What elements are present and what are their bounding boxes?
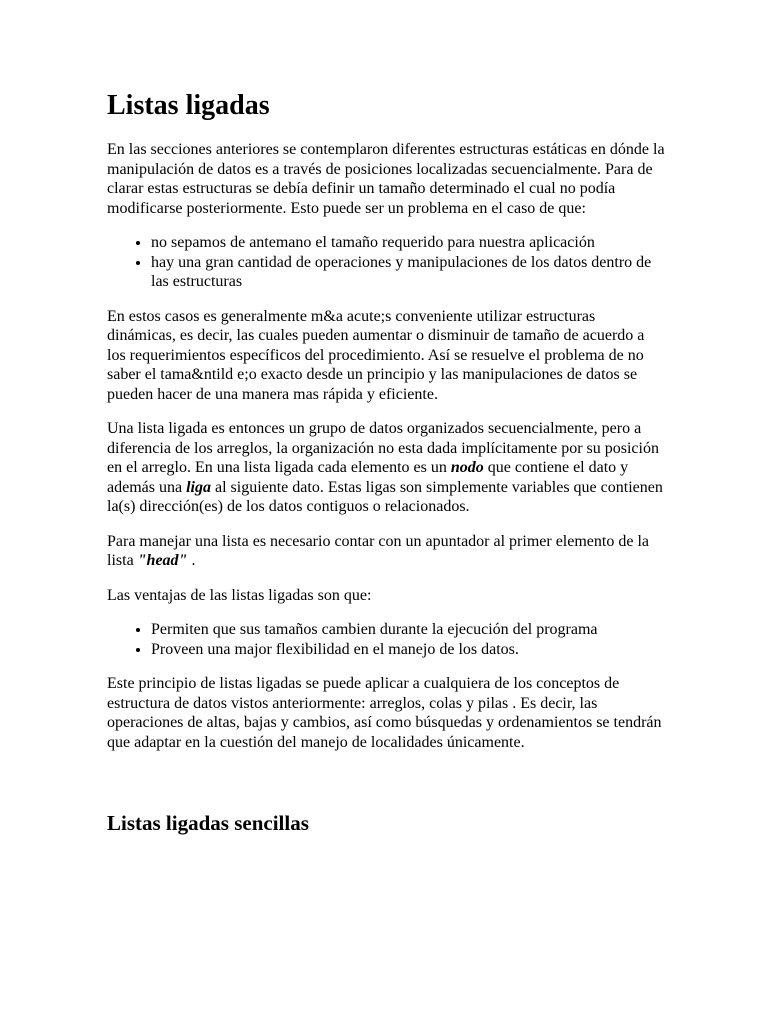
- head-term: "head": [137, 552, 188, 569]
- list-item: • hay una gran cantidad de operaciones y manipulaciones de los datos dentro de las estructuras: [151, 253, 667, 292]
- principle-paragraph: Este principio de listas ligadas se puede aplicar a cualquiera de los conceptos de estructura de datos vistos anteriormente: arreglos, colas y pilas . Es decir, las operaciones de altas, bajas y cambios, así como búsquedas y ordenamientos se tendrán que adaptar en la cuestión del manejo de localidades únicamente.: [107, 675, 662, 751]
- nodo-term: nodo: [450, 459, 484, 476]
- list-item: • Proveen una major flexibilidad en el manejo de los datos.: [151, 640, 667, 660]
- page-title: Listas ligadas: [107, 90, 270, 121]
- liga-term: liga: [186, 478, 211, 496]
- definition-text: al siguiente dato. Estas ligas son simplemente variables que contienen la(s) dirección(es) de los datos contiguos o relacionados.: [107, 478, 663, 515]
- dynamic-structures-paragraph: En estos casos es generalmente m&a acute;s conveniente utilizar estructuras dinámicas, es decir, las cuales pueden aumentar o disminuir de tamaño de acuerdo a los requerimientos específicos del procedimiento. Así se resuelve el problema de no saber el tama&ntild e;o exacto desde un principio y las manipulaciones de datos se pueden hacer de una manera mas rápida y eficiente.: [107, 307, 645, 403]
- definition-paragraph: [107, 419, 667, 517]
- list-item: • Permiten que sus tamaños cambien durante la ejecución del programa: [151, 620, 667, 640]
- intro-paragraph: En las secciones anteriores se contemplaron diferentes estructuras estáticas en dónde la manipulación de datos es a través de posiciones localizadas secuencialmente. Para de clarar estas estructuras se debía definir un tamaño determinado el cual no podía modificarse posteriormente. Esto puede ser un problema en el caso de que:: [107, 141, 665, 217]
- head-paragraph: [107, 532, 667, 571]
- section-heading: Listas ligadas sencillas: [107, 811, 309, 835]
- list-item: • no sepamos de antemano el tamaño requerido para nuestra aplicación: [151, 233, 667, 253]
- document-page: [107, 88, 667, 837]
- advantages-list: [107, 620, 667, 659]
- head-text: Para manejar una lista es necesario contar con un apuntador al primer elemento de la lista: [107, 532, 649, 569]
- problem-list: [107, 233, 667, 292]
- advantages-intro-paragraph: Las ventajas de las listas ligadas son que:: [107, 586, 372, 604]
- definition-text: Una lista ligada es entonces un grupo de datos organizados secuencialmente, pero a diferencia de los arreglos, la organización no esta dada implícitamente por su posición en el arreglo. En una lista ligada cada elemento es un: [107, 420, 659, 476]
- definition-text: que contiene el dato y además una: [107, 459, 629, 496]
- section-spacer: [107, 767, 667, 809]
- head-text: .: [187, 552, 196, 569]
